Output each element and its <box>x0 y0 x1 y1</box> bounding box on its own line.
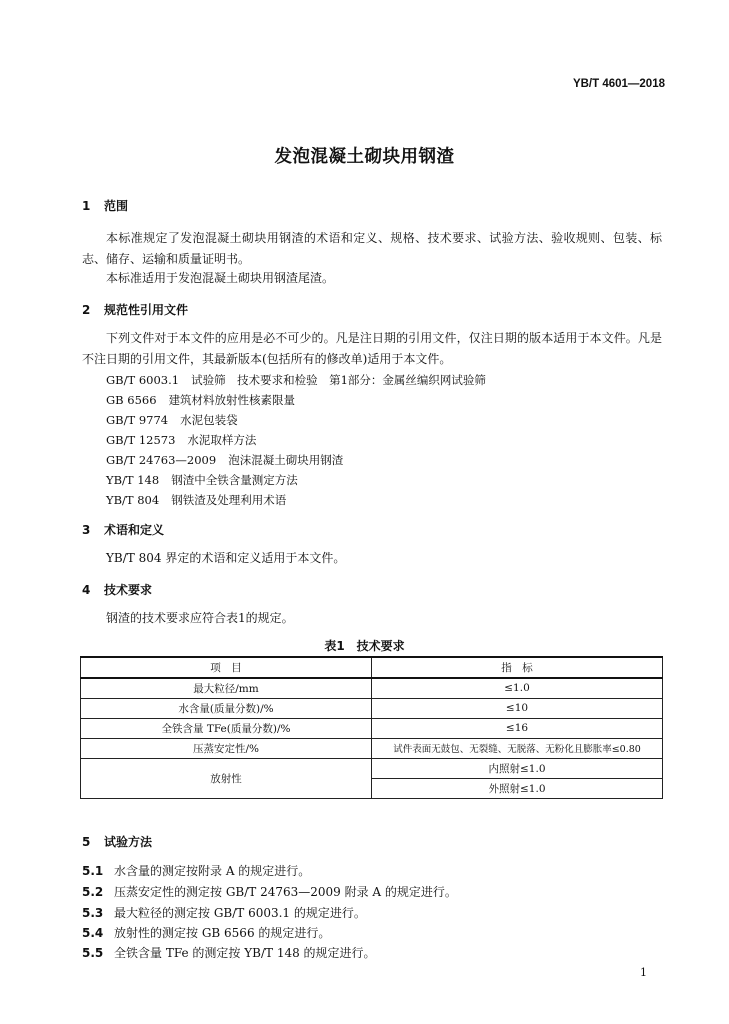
section-number: 1 <box>82 199 91 213</box>
clause-text: 水含量的测定按附录 A 的规定进行。 <box>114 864 311 878</box>
section-title: 范围 <box>104 199 129 213</box>
test-method-item <box>82 944 376 961</box>
table-header-row <box>81 657 663 678</box>
table-cell-value: 外照射≤1.0 <box>372 778 663 798</box>
clause-number: 5.5 <box>82 946 104 960</box>
section-number: 5 <box>82 835 91 849</box>
table-cell-item: 全铁含量 TFe(质量分数)/% <box>81 718 372 738</box>
section-3-paragraph: YB/T 804 界定的术语和定义适用于本文件。 <box>106 551 346 565</box>
reference-name: 水泥包装袋 <box>180 413 238 427</box>
table-header-cell: 项 目 <box>81 657 372 678</box>
table-row <box>81 678 663 698</box>
reference-item <box>106 452 343 468</box>
clause-number: 5.2 <box>82 885 104 899</box>
table-row <box>81 758 663 778</box>
table-header-cell: 指 标 <box>372 657 663 678</box>
table-cell-value: 内照射≤1.0 <box>372 758 663 778</box>
table-caption: 表1 技术要求 <box>324 639 405 653</box>
section-title: 术语和定义 <box>104 523 165 537</box>
table-cell-value: 试件表面无鼓包、无裂缝、无脱落、无粉化且膨胀率≤0.80 <box>372 738 663 758</box>
table-cell-item: 水含量(质量分数)/% <box>81 698 372 718</box>
table-cell-item: 最大粒径/mm <box>81 678 372 698</box>
standard-code: YB/T 4601—2018 <box>572 78 665 90</box>
section-title: 规范性引用文件 <box>104 303 189 317</box>
reference-name: 建筑材料放射性核素限量 <box>168 393 296 407</box>
test-method-item <box>82 924 330 941</box>
clause-number: 5.3 <box>82 906 104 920</box>
reference-code: GB 6566 <box>106 393 157 407</box>
section-title: 试验方法 <box>104 835 153 849</box>
clause-text: 最大粒径的测定按 GB/T 6003.1 的规定进行。 <box>114 906 366 920</box>
reference-code: GB/T 9774 <box>106 413 169 427</box>
reference-item <box>106 392 295 408</box>
table-cell-item: 压蒸安定性/% <box>81 738 372 758</box>
technical-requirements-table <box>80 656 663 799</box>
section-2-intro: 下列文件对于本文件的应用是必不可少的。凡是注日期的引用文件，仅注日期的版本适用于本文件。凡是不注日期的引用文件，其最新版本(包括所有的修改单)适用于本文件。 <box>82 331 662 366</box>
reference-name: 试验筛 技术要求和检验 第1部分：金属丝编织网试验筛 <box>191 373 486 387</box>
section-2-heading <box>82 301 188 318</box>
reference-name: 泡沫混凝土砌块用钢渣 <box>228 453 344 467</box>
section-1-paragraph-1: 本标准规定了发泡混凝土砌块用钢渣的术语和定义、规格、技术要求、试验方法、验收规则、包装、标志、储存、运输和质量证明书。 <box>82 231 662 266</box>
reference-item <box>106 472 298 488</box>
reference-code: GB/T 24763—2009 <box>106 453 217 467</box>
table-cell-item: 放射性 <box>81 758 372 798</box>
table-row <box>81 738 663 758</box>
table-row <box>81 718 663 738</box>
section-title: 技术要求 <box>104 583 153 597</box>
table-cell-value: ≤10 <box>372 698 663 718</box>
reference-code: GB/T 6003.1 <box>106 373 180 387</box>
clause-number: 5.1 <box>82 864 104 878</box>
section-4-heading <box>82 581 152 598</box>
test-method-item <box>82 862 310 879</box>
reference-name: 钢铁渣及处理利用术语 <box>171 493 287 507</box>
table-cell-value: ≤16 <box>372 718 663 738</box>
reference-item <box>106 372 486 388</box>
section-1-heading <box>82 197 128 214</box>
section-1-paragraph-2: 本标准适用于发泡混凝土砌块用钢渣尾渣。 <box>106 271 335 285</box>
table-cell-value: ≤1.0 <box>372 678 663 698</box>
section-number: 4 <box>82 583 91 597</box>
section-number: 2 <box>82 303 91 317</box>
clause-text: 放射性的测定按 GB 6566 的规定进行。 <box>114 926 331 940</box>
section-3-heading <box>82 521 164 538</box>
document-title: 发泡混凝土砌块用钢渣 <box>274 147 455 167</box>
reference-code: YB/T 148 <box>106 473 160 487</box>
reference-name: 钢渣中全铁含量测定方法 <box>171 473 298 487</box>
clause-text: 全铁含量 TFe 的测定按 YB/T 148 的规定进行。 <box>114 946 376 960</box>
section-number: 3 <box>82 523 91 537</box>
table-row <box>81 698 663 718</box>
reference-item <box>106 432 256 448</box>
reference-item <box>106 492 286 508</box>
reference-name: 水泥取样方法 <box>187 433 257 447</box>
clause-number: 5.4 <box>82 926 104 940</box>
reference-code: YB/T 804 <box>106 493 160 507</box>
clause-text: 压蒸安定性的测定按 GB/T 24763—2009 附录 A 的规定进行。 <box>114 885 457 899</box>
section-4-paragraph: 钢渣的技术要求应符合表1的规定。 <box>106 611 294 625</box>
page-number: 1 <box>640 966 647 979</box>
section-5-heading <box>82 833 152 850</box>
test-method-item <box>82 904 366 921</box>
reference-code: GB/T 12573 <box>106 433 176 447</box>
test-method-item <box>82 883 457 900</box>
reference-item <box>106 412 238 428</box>
